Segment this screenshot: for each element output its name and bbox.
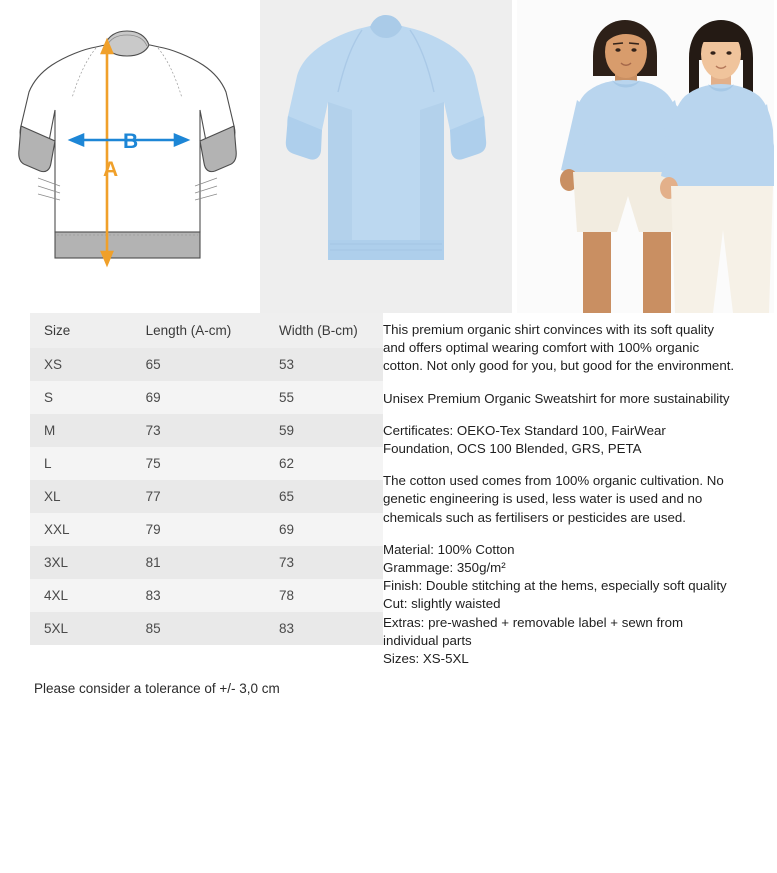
cell-size: XS — [30, 348, 132, 381]
description-certificates: Certificates: OEKO-Tex Standard 100, FairWear Foundation, OCS 100 Blended, GRS, PETA — [383, 422, 666, 457]
table-row — [30, 513, 383, 546]
content-row — [0, 313, 777, 696]
cell-width: 73 — [265, 546, 383, 579]
technical-drawing-icon — [0, 0, 255, 313]
cell-width: 62 — [265, 447, 383, 480]
models-wearing-sweatshirt-image — [517, 0, 774, 313]
cell-width: 83 — [265, 612, 383, 645]
spec-extras: Extras: pre-washed + removable label + sewn from individual parts — [383, 614, 684, 648]
models-panel — [517, 0, 774, 313]
cell-length: 65 — [132, 348, 265, 381]
cell-length: 75 — [132, 447, 265, 480]
table-row — [30, 579, 383, 612]
cell-width: 59 — [265, 414, 383, 447]
cell-width: 55 — [265, 381, 383, 414]
cell-size: M — [30, 414, 132, 447]
spec-finish: Finish: Double stitching at the hems, especially soft quality — [383, 578, 727, 594]
cell-width: 69 — [265, 513, 383, 546]
cell-width: 53 — [265, 348, 383, 381]
size-table-header-row — [30, 313, 383, 348]
cell-length: 79 — [132, 513, 265, 546]
table-row — [30, 348, 383, 381]
table-row — [30, 480, 383, 513]
cell-size: S — [30, 381, 132, 414]
description-cotton-note: The cotton used comes from 100% organic cultivation. No genetic engineering is used, less water is used and no chemicals such as fertilisers or pesticides are used. — [383, 473, 724, 525]
tolerance-note: Please consider a tolerance of +/- 3,0 cm — [34, 681, 280, 696]
cell-length: 73 — [132, 414, 265, 447]
flat-lay-panel — [260, 0, 512, 313]
product-description-column — [383, 313, 777, 696]
cell-length: 69 — [132, 381, 265, 414]
header-size: Size — [30, 313, 132, 348]
spec-material: Material: 100% Cotton — [383, 541, 515, 557]
cell-size: XXL — [30, 513, 132, 546]
table-row — [30, 414, 383, 447]
cell-size: L — [30, 447, 132, 480]
header-width: Width (B-cm) — [265, 313, 383, 348]
spec-cut: Cut: slightly waisted — [383, 596, 501, 612]
cell-size: XL — [30, 480, 132, 513]
description-intro: This premium organic shirt convinces with its soft quality and offers optimal wearing comfort with 100% organic cotton. Not only good for you, but good for the environment. — [383, 322, 735, 374]
sweatshirt-flat-image — [260, 0, 512, 313]
technical-drawing-panel — [0, 0, 255, 313]
measure-label-b: B — [123, 130, 139, 153]
cell-length: 83 — [132, 579, 265, 612]
size-table — [30, 313, 383, 645]
cell-width: 65 — [265, 480, 383, 513]
cell-length: 77 — [132, 480, 265, 513]
size-table-column — [0, 313, 383, 696]
header-length: Length (A-cm) — [132, 313, 265, 348]
table-row — [30, 447, 383, 480]
table-row — [30, 546, 383, 579]
cell-length: 85 — [132, 612, 265, 645]
cell-size: 4XL — [30, 579, 132, 612]
table-row — [30, 612, 383, 645]
product-image-row — [0, 0, 777, 313]
cell-length: 81 — [132, 546, 265, 579]
description-product-line: Unisex Premium Organic Sweatshirt for more sustainability — [383, 390, 730, 406]
cell-size: 5XL — [30, 612, 132, 645]
spec-sizes: Sizes: XS-5XL — [383, 651, 469, 667]
measure-label-a: A — [103, 158, 119, 181]
table-row — [30, 381, 383, 414]
cell-width: 78 — [265, 579, 383, 612]
cell-size: 3XL — [30, 546, 132, 579]
spec-grammage: Grammage: 350g/m² — [383, 560, 506, 576]
